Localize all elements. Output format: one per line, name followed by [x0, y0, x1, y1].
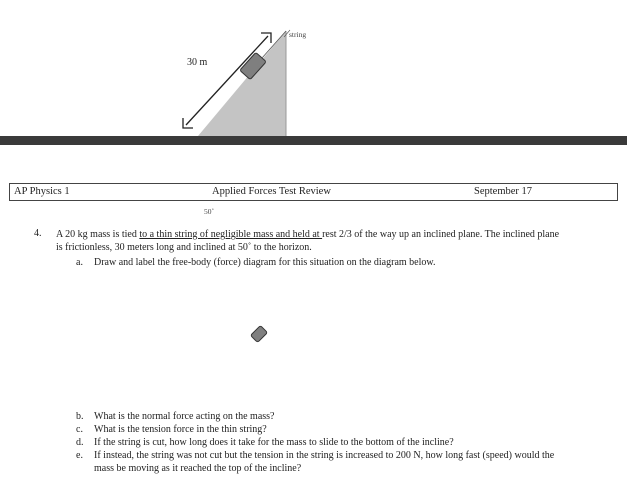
document-date: September 17 — [474, 186, 533, 197]
incline-diagram — [0, 0, 627, 150]
question-text — [56, 228, 616, 254]
angle-label: 50˚ — [204, 207, 214, 216]
inclined-plane — [198, 31, 286, 136]
part-e-continued: mass be moving as it reached the top of the incline? — [94, 463, 302, 474]
course-name: AP Physics 1 — [14, 186, 70, 197]
question-number: 4. — [34, 228, 42, 239]
ground-bar — [0, 136, 627, 145]
underlined-phrase: to a thin string of negligible mass and held at — [139, 229, 323, 240]
mass-block-small — [248, 323, 270, 345]
document-title: Applied Forces Test Review — [212, 186, 331, 197]
page-header — [9, 183, 618, 201]
question-line-2: is frictionless, 30 meters long and inclined at 50˚ to the horizon. — [56, 242, 312, 253]
question-line-1: A 20 kg mass is tied to a thin string of negligible mass and held at rest 2/3 of the way up an inclined plane. The inclined plane — [56, 229, 560, 240]
length-label: 30 m — [187, 57, 208, 68]
string-label: string — [289, 30, 307, 39]
